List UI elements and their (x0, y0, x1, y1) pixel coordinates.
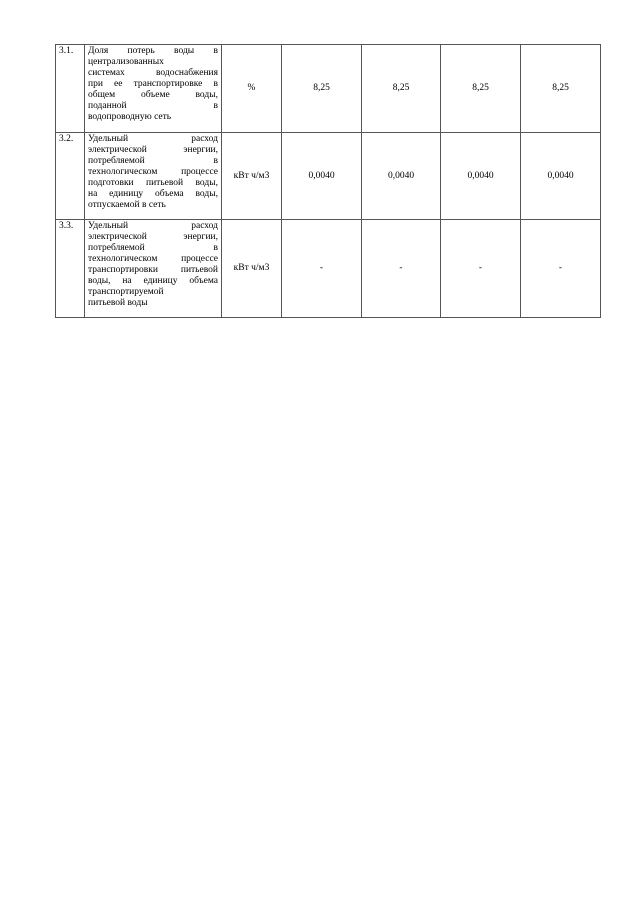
indicator-name-line: на единицу объема воды, (88, 189, 218, 199)
value-cell: 8,25 (521, 45, 601, 133)
unit-cell: кВт ч/м3 (222, 220, 282, 318)
value-cell: 0,0040 (441, 133, 521, 220)
indicator-name-line: при ее транспортировке в (88, 79, 218, 89)
table-row (56, 220, 601, 318)
value-cell: 0,0040 (282, 133, 362, 220)
table-row (56, 133, 601, 220)
indicator-name-line: поданной в (88, 101, 218, 111)
row-number: 3.1. (56, 45, 85, 133)
indicator-name-line: Удельный расход (88, 221, 218, 231)
indicator-name (85, 45, 222, 133)
indicator-name-line: технологическом процессе (88, 167, 218, 177)
indicator-name (85, 133, 222, 220)
value-cell: - (362, 220, 441, 318)
indicator-name (85, 220, 222, 318)
value-cell: 8,25 (441, 45, 521, 133)
indicator-name-line: питьевой воды (88, 298, 148, 308)
indicator-name-line: централизованных (88, 57, 164, 67)
value-cell: - (441, 220, 521, 318)
row-number: 3.2. (56, 133, 85, 220)
row-number: 3.3. (56, 220, 85, 318)
indicator-name-line: подготовки питьевой воды, (88, 178, 218, 188)
value-cell: 8,25 (282, 45, 362, 133)
indicator-name-line: потребляемой в (88, 243, 218, 253)
unit-cell: % (222, 45, 282, 133)
indicator-name-line: транспортируемой (88, 287, 164, 297)
indicator-name-line: общем объеме воды, (88, 90, 218, 100)
indicator-name-line: технологическом процессе (88, 254, 218, 264)
value-cell: - (521, 220, 601, 318)
indicator-name-line: Удельный расход (88, 134, 218, 144)
indicators-table (55, 44, 601, 318)
indicator-name-line: электрической энергии, (88, 145, 218, 155)
value-cell: 8,25 (362, 45, 441, 133)
value-cell: 0,0040 (362, 133, 441, 220)
indicator-name-line: отпускаемой в сеть (88, 200, 166, 210)
indicator-name-line: потребляемой в (88, 156, 218, 166)
value-cell: 0,0040 (521, 133, 601, 220)
indicator-name-line: водопроводную сеть (88, 112, 172, 122)
indicator-name-line: транспортировки питьевой (88, 265, 218, 275)
indicator-name-line: воды, на единицу объема (88, 276, 218, 286)
value-cell: - (282, 220, 362, 318)
indicator-name-line: электрической энергии, (88, 232, 218, 242)
indicator-name-line: системах водоснабжения (88, 68, 218, 78)
unit-cell: кВт ч/м3 (222, 133, 282, 220)
table-row (56, 45, 601, 133)
indicator-name-line: Доля потерь воды в (88, 46, 218, 56)
